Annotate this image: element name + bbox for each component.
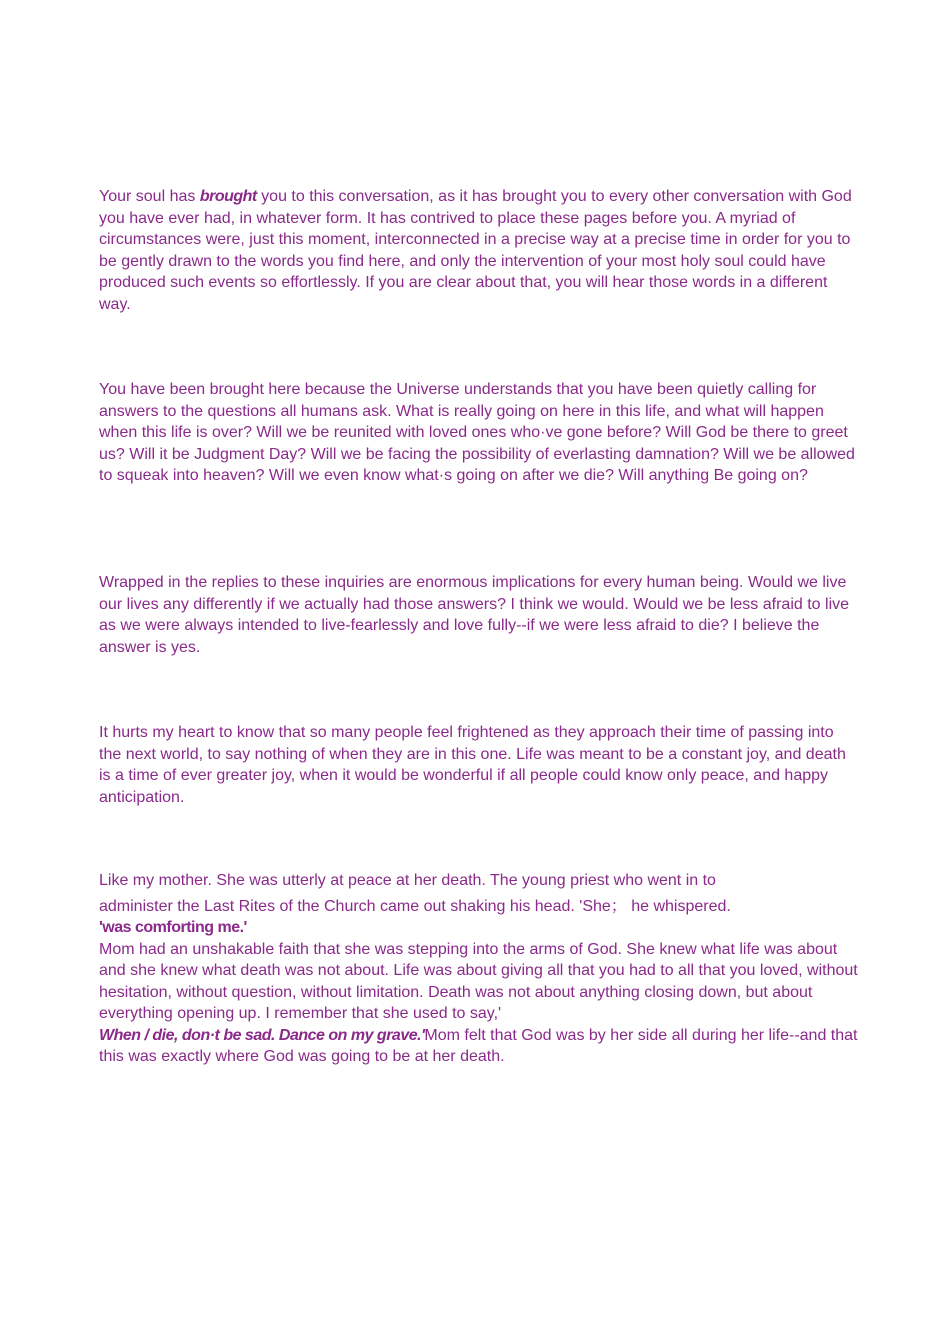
p5-body2: Mom felt that God was by her side all during her life--and that this was exactly where God was going to be at her death. xyxy=(99,1026,858,1065)
p1-text-after: you to this conversation, as it has brought you to every other conversation with God you have ever had, in whatever form. It has contrived to place these pages before you. A myriad of circumstances were, just this moment, interconnected in a precise way at a precise time in order for you to be gently drawn to the words you find here, and only the intervention of your most holy soul could have produced such events so effortlessly. If you are clear about that, you will hear those words in a different way. xyxy=(99,188,852,313)
paragraph-implications: Wrapped in the replies to these inquiries are enormous implications for every human being. Would we live our lives any differently if we actually had those answers? I think we would. Would we be less afraid to live as we were always intended to live-fearlessly and love fully--if we were less afraid to die? I believe the answer is yes. xyxy=(99,574,850,656)
paragraph-soul-brought xyxy=(99,186,859,315)
paragraph-questions: You have been brought here because the Universe understands that you have been quietly calling for answers to the questions all humans ask. What is really going on here in this life, and what will happen when this life is over? Will we be reunited with loved ones who·ve gone before? Will God be there to greet us? Will it be Judgment Day? Will we be facing the possibility of everlasting damnation? Will we be allowed to squeak into heaven? Will we even know what·s going on after we die? Will anything Be going on? xyxy=(99,381,855,484)
paragraph-hurts-heart: It hurts my heart to know that so many people feel frightened as they approach their time of passing into the next world, to say nothing of when they are in this one. Life was meant to be a constant joy, and death is a time of ever greater joy, when it would be wonderful if all people could know only peace, and happy anticipation. xyxy=(99,724,846,806)
p5-quote-bold: 'was comforting me.' xyxy=(99,919,247,936)
p5-emphasis-quote: When / die, don·t be sad. Dance on my grave.' xyxy=(99,1026,425,1044)
p5-body1: Mom had an unshakable faith that she was stepping into the arms of God. She knew what life was about and she knew what death was not about. Life was about giving all that you had to all that you loved, without hesitation, without question, without limitation. Death was not about anything closing down, but about everything opening up. I remember that she used to say,' xyxy=(99,940,858,1022)
p5-line2: administer the Last Rites of the Church came out shaking his head. 'She； he whispered. xyxy=(99,897,731,915)
paragraph-mother xyxy=(99,870,859,1068)
p5-line1: Like my mother. She was utterly at peace at her death. The young priest who went in to xyxy=(99,872,716,889)
p1-text-before: Your soul has xyxy=(99,188,200,205)
p1-emphasis-brought: brought xyxy=(199,188,257,205)
